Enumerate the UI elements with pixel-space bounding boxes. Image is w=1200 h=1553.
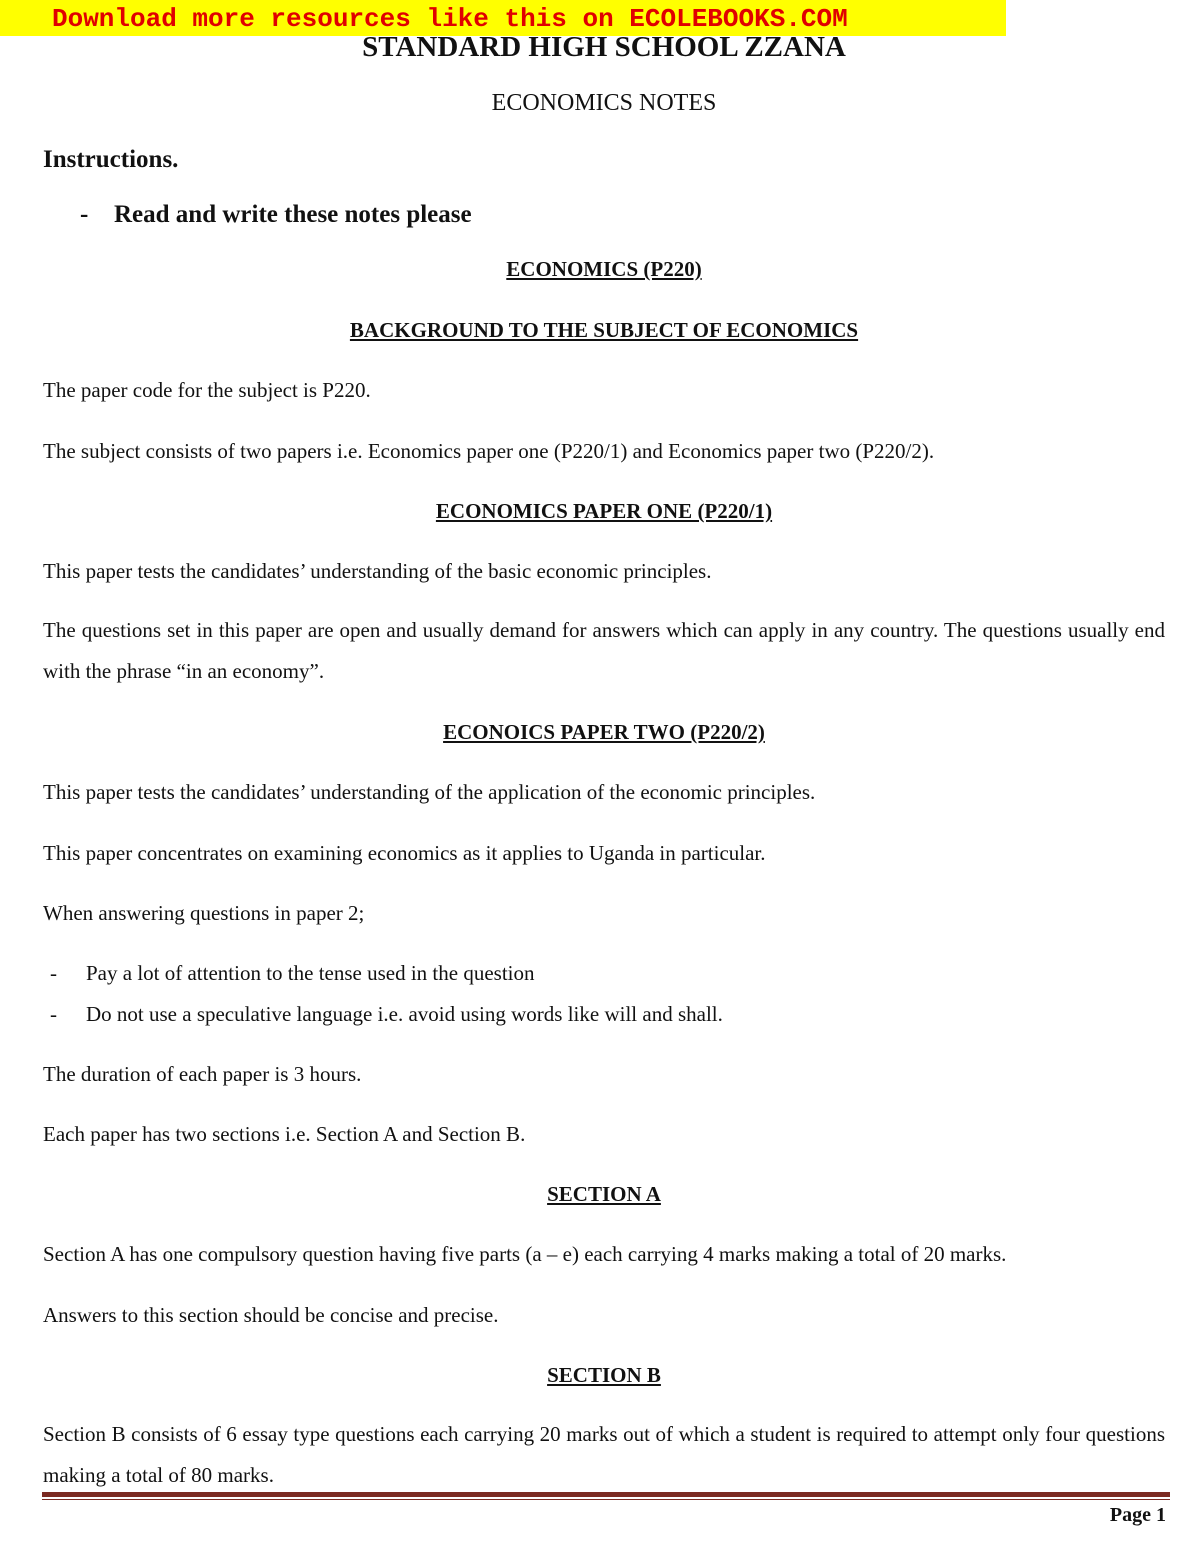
list-item-text: Do not use a speculative language i.e. avoid using words like will and shall. bbox=[86, 1002, 723, 1026]
paragraph-p2-answering: When answering questions in paper 2; bbox=[43, 901, 365, 925]
instructions-label: Instructions. bbox=[43, 146, 179, 173]
heading-paper-two: ECONOICS PAPER TWO (P220/2) bbox=[443, 720, 765, 744]
paragraph-p2-concentrates: This paper concentrates on examining economics as it applies to Uganda in particular. bbox=[43, 841, 766, 865]
heading-paper-one: ECONOMICS PAPER ONE (P220/1) bbox=[435, 499, 773, 523]
instructions-item-text: Read and write these notes please bbox=[114, 201, 472, 228]
dash-marker: - bbox=[80, 201, 89, 228]
paragraph-p1-tests: This paper tests the candidates’ understanding of the basic economic principles. bbox=[43, 559, 712, 583]
footer-rule-thin bbox=[42, 1499, 1170, 1500]
paragraph-duration: The duration of each paper is 3 hours. bbox=[43, 1062, 362, 1086]
paragraph-code: The paper code for the subject is P220. bbox=[43, 378, 371, 402]
dash-marker: - bbox=[50, 1002, 57, 1026]
banner-text: Download more resources like this on ECOLEBOOKS.COM bbox=[52, 4, 848, 34]
paragraph-section-a-answers: Answers to this section should be concise and precise. bbox=[43, 1303, 499, 1327]
school-name: STANDARD HIGH SCHOOL ZZANA bbox=[362, 31, 846, 63]
footer-rule bbox=[42, 1492, 1170, 1497]
notes-title: ECONOMICS NOTES bbox=[491, 90, 717, 116]
paragraph-sections: Each paper has two sections i.e. Section A and Section B. bbox=[43, 1122, 526, 1146]
heading-section-a: SECTION A bbox=[547, 1182, 661, 1206]
dash-marker: - bbox=[50, 961, 57, 985]
paragraph-p1-questions: The questions set in this paper are open and usually demand for answers which can apply in any country. The questions usually end with the phrase “in an economy”. bbox=[43, 618, 1165, 683]
page-number: Page 1 bbox=[1109, 1504, 1166, 1526]
heading-background: BACKGROUND TO THE SUBJECT OF ECONOMICS bbox=[349, 318, 859, 342]
heading-section-b: SECTION B bbox=[547, 1363, 661, 1387]
list-item-text: Pay a lot of attention to the tense used in the question bbox=[86, 961, 535, 985]
paragraph-p2-tests: This paper tests the candidates’ understanding of the application of the economic principles. bbox=[43, 780, 816, 804]
paragraph-section-b-desc: Section B consists of 6 essay type questions each carrying 20 marks out of which a student is required to attempt only four questions making a total of 80 marks. bbox=[43, 1422, 1165, 1487]
heading-economics: ECONOMICS (P220) bbox=[506, 257, 702, 281]
paragraph-section-a-desc: Section A has one compulsory question having five parts (a – e) each carrying 4 marks making a total of 20 marks. bbox=[43, 1242, 1007, 1266]
paragraph-consists: The subject consists of two papers i.e. Economics paper one (P220/1) and Economics paper two (P220/2). bbox=[43, 439, 935, 463]
